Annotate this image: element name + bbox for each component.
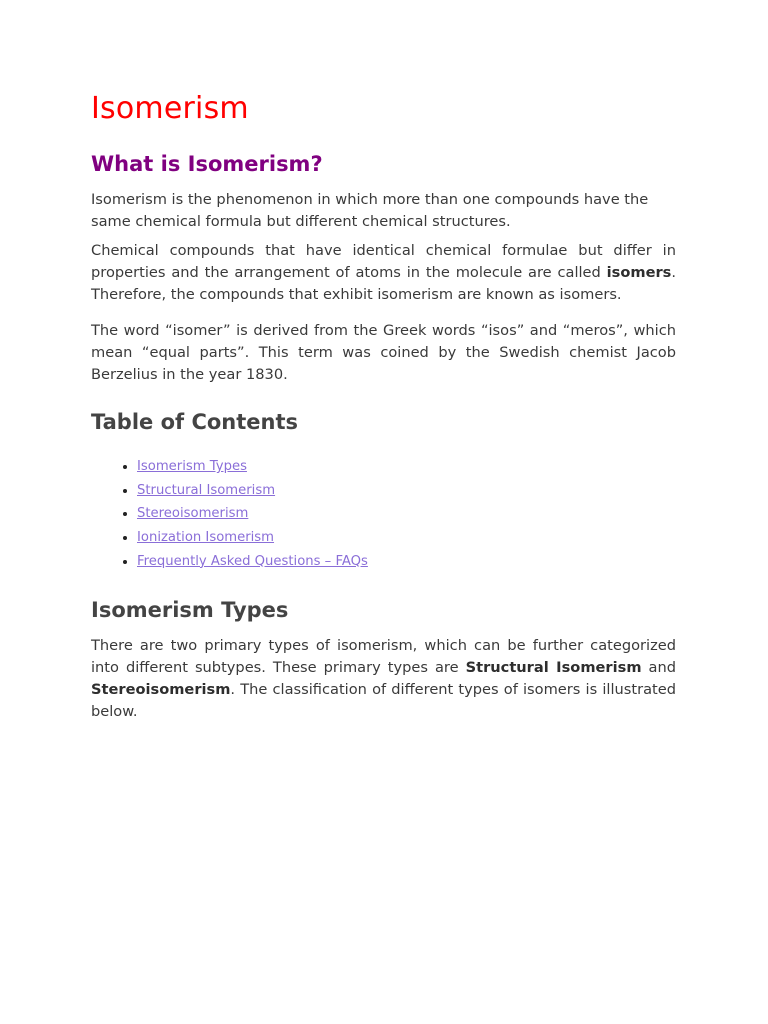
- intro-paragraph-2: [91, 240, 676, 306]
- intro-paragraph-2-text-a: Chemical compounds that have identical chemical formulae but differ in properties and the arrangement of atoms in the molecule are called: [91, 242, 676, 281]
- types-paragraph-text-a: There are two primary types of isomerism, which can be further categorized into different subtypes. These primary types are: [91, 636, 676, 676]
- toc-item: [137, 479, 676, 503]
- page-title: Isomerism: [91, 91, 249, 126]
- document-page: [91, 88, 676, 723]
- toc-link-structural-isomerism[interactable]: Structural Isomerism: [137, 482, 276, 498]
- intro-paragraph-2-text-b: . Therefore, the compounds that exhibit isomerism are known as isomers.: [91, 264, 676, 303]
- toc-item: [137, 502, 676, 526]
- toc-link-stereoisomerism[interactable]: Stereoisomerism: [137, 506, 249, 522]
- toc-heading: Table of Contents: [91, 410, 299, 434]
- toc-list: [91, 455, 676, 574]
- stereoisomerism-term: Stereoisomerism: [91, 680, 231, 698]
- toc-item: [137, 526, 676, 550]
- types-paragraph: [91, 635, 676, 723]
- toc-item: [137, 550, 676, 574]
- intro-heading: What is Isomerism?: [91, 152, 323, 176]
- structural-isomerism-term: Structural Isomerism: [465, 658, 642, 676]
- toc-item: [137, 455, 676, 479]
- intro-paragraph-3: The word “isomer” is derived from the Greek words “isos” and “meros”, which mean “equal parts”. This term was coined by the Swedish chemist Jacob Berzelius in the year 1830.: [91, 322, 676, 383]
- isomers-term: isomers: [606, 264, 672, 281]
- types-paragraph-text-b: and: [641, 658, 676, 676]
- intro-paragraph-1: Isomerism is the phenomenon in which more than one compounds have the same chemical formula but different chemical structures.: [91, 191, 649, 230]
- types-heading: Isomerism Types: [91, 597, 289, 622]
- types-paragraph-text-c: . The classification of different types of isomers is illustrated below.: [91, 680, 676, 720]
- toc-link-ionization-isomerism[interactable]: Ionization Isomerism: [137, 530, 275, 546]
- toc-link-faqs[interactable]: Frequently Asked Questions – FAQs: [137, 553, 368, 569]
- toc-link-isomerism-types[interactable]: Isomerism Types: [137, 459, 247, 474]
